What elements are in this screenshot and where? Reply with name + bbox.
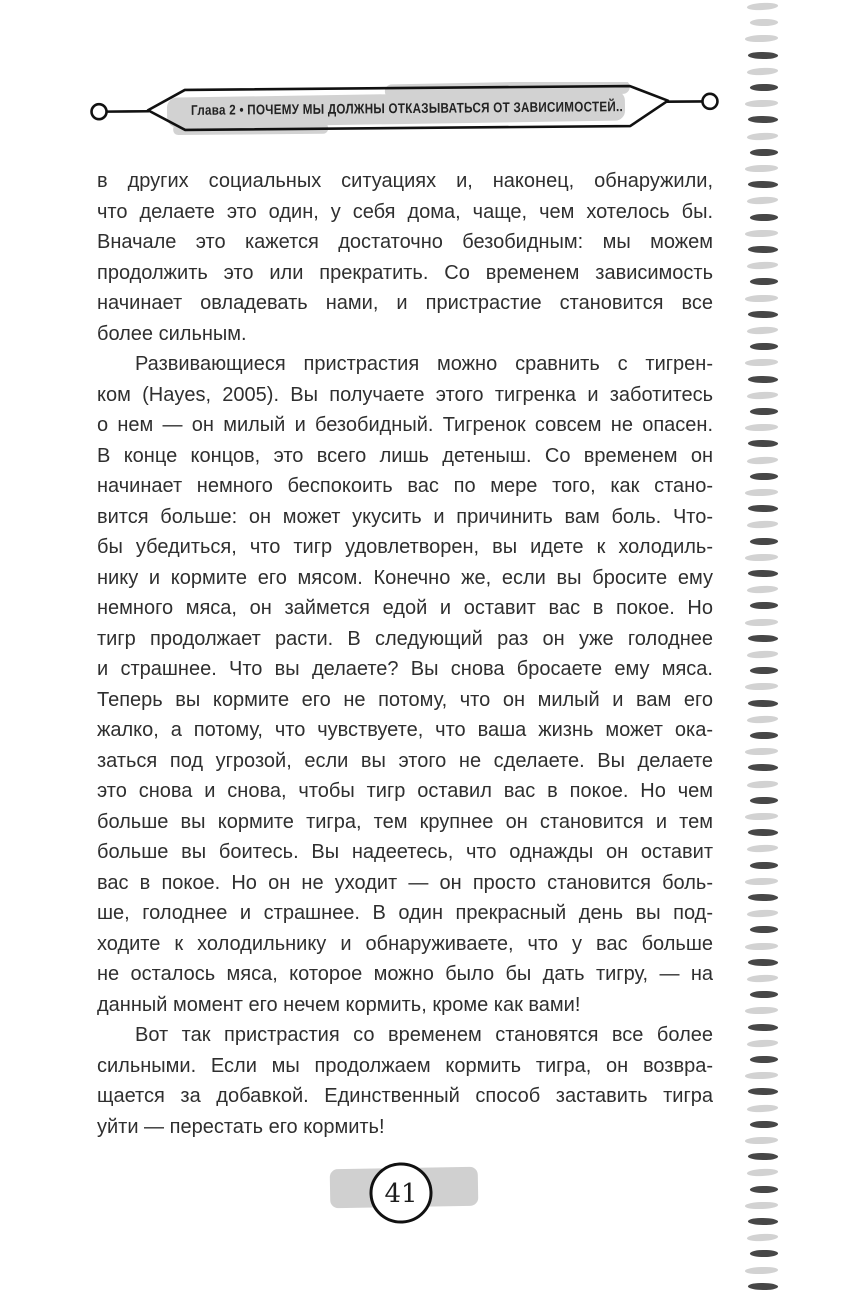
- edge-mark-light: [744, 424, 779, 432]
- edge-mark-dark: [747, 958, 780, 966]
- edge-mark-dark: [747, 116, 780, 124]
- edge-mark-dark: [747, 699, 780, 707]
- edge-mark-dark: [749, 991, 780, 998]
- edge-mark-dark: [749, 1185, 780, 1192]
- text-line: более сильным.: [97, 322, 247, 345]
- text-line: тигр продолжает расти. В следующий раз он уже голоднее: [97, 627, 713, 650]
- edge-mark-light: [744, 100, 779, 108]
- text-line: продолжить это или прекратить. Со временем зависимость: [97, 261, 713, 284]
- text-line: бы убедиться, что тигр удовлетворен, вы идете к холодиль-: [97, 536, 713, 558]
- edge-mark-light: [746, 132, 779, 140]
- edge-mark-dark: [747, 51, 780, 59]
- edge-mark-light: [744, 489, 779, 497]
- text-line: начинает немного беспокоить вас по мере того, как стано-: [97, 475, 713, 497]
- edge-mark-dark: [749, 473, 780, 480]
- paragraph: [97, 1020, 713, 1142]
- edge-mark-dark: [749, 84, 780, 91]
- edge-mark-dark: [747, 1218, 780, 1226]
- edge-mark-dark: [747, 246, 780, 254]
- edge-mark-light: [746, 1234, 779, 1242]
- edge-mark-dark: [749, 213, 780, 220]
- edge-mark-dark: [749, 537, 780, 544]
- edge-mark-light: [744, 1137, 779, 1145]
- edge-mark-light: [744, 877, 779, 885]
- edge-mark-dark: [747, 634, 780, 642]
- edge-mark-light: [746, 586, 779, 594]
- edge-mark-light: [746, 67, 779, 75]
- text-line: сильными. Если мы продолжаем кормить тигра, он возвра-: [97, 1054, 713, 1077]
- edge-mark-dark: [747, 181, 780, 189]
- chapter-header-ornament: [85, 82, 730, 142]
- edge-mark-light: [744, 1201, 779, 1209]
- edge-mark-light: [746, 197, 779, 205]
- edge-mark-dark: [749, 797, 780, 804]
- edge-mark-dark: [747, 505, 780, 513]
- text-line: начинает овладевать нами, и пристрастие становится все: [97, 292, 713, 314]
- text-line: в других социальных ситуациях и, наконец, обнаружили,: [97, 170, 713, 192]
- edge-mark-dark: [749, 278, 780, 285]
- edge-mark-light: [744, 35, 779, 43]
- text-line: о нем — он милый и безобидный. Тигренок совсем не опасен.: [97, 414, 713, 436]
- edge-mark-dark: [749, 602, 780, 609]
- edge-mark-dark: [747, 894, 780, 902]
- edge-mark-light: [744, 359, 779, 367]
- page-edge-marks: [744, 0, 790, 1299]
- edge-mark-dark: [747, 310, 780, 318]
- text-line: щается за добавкой. Единственный способ заставить тигра: [97, 1085, 713, 1107]
- text-line: заться под угрозой, если вы этого не сделаете. Вы делаете: [97, 749, 713, 772]
- edge-mark-dark: [747, 764, 780, 772]
- edge-mark-dark: [747, 1088, 780, 1096]
- edge-mark-dark: [747, 829, 780, 837]
- edge-mark-light: [746, 1169, 779, 1177]
- edge-mark-light: [744, 748, 779, 756]
- text-line: ком (Hayes, 2005). Вы получаете этого тигренка и заботитесь: [97, 383, 713, 406]
- text-line: Вот так пристрастия со временем становятся все более: [135, 1024, 713, 1046]
- edge-mark-light: [744, 618, 779, 626]
- text-line: данный момент его нечем кормить, кроме как вами!: [97, 993, 581, 1016]
- chapter-running-head: Глава 2 • ПОЧЕМУ МЫ ДОЛЖНЫ ОТКАЗЫВАТЬСЯ ОТ ЗАВИСИМОСТЕЙ..: [190, 97, 710, 118]
- edge-mark-dark: [749, 408, 780, 415]
- text-line: Теперь вы кормите его не потому, что он милый и вам его: [97, 688, 713, 711]
- text-line: это снова и снова, чтобы тигр оставил вас в покое. Но чем: [97, 780, 713, 802]
- edge-mark-light: [746, 521, 779, 529]
- page-number-badge: [320, 1155, 500, 1235]
- banner-group: [91, 82, 717, 136]
- edge-mark-dark: [749, 1250, 780, 1257]
- text-line: Развивающиеся пристрастия можно сравнить с тигрен-: [135, 353, 713, 375]
- edge-mark-dark: [747, 1023, 780, 1031]
- edge-mark-light: [746, 326, 779, 334]
- text-line: В конце концов, это всего лишь детеныш. Со временем он: [97, 444, 713, 467]
- text-line: и страшнее. Что вы делаете? Вы снова бросаете ему мяса.: [97, 658, 713, 680]
- edge-mark-light: [744, 294, 779, 302]
- edge-mark-dark: [749, 667, 780, 674]
- edge-mark-light: [744, 942, 779, 950]
- edge-mark-dark: [749, 1056, 780, 1063]
- body-text: [97, 166, 713, 1142]
- paragraph: [97, 166, 713, 349]
- edge-mark-light: [746, 780, 779, 788]
- paragraph: [97, 349, 713, 1020]
- edge-mark-light: [746, 1104, 779, 1112]
- text-line: вас в покое. Но он не уходит — он просто становится боль-: [97, 871, 713, 894]
- text-line: Вначале это кажется достаточно безобидным: мы можем: [97, 231, 713, 253]
- edge-mark-dark: [749, 149, 780, 156]
- edge-mark-light: [744, 683, 779, 691]
- edge-mark-dark: [747, 375, 780, 383]
- edge-mark-light: [744, 553, 779, 561]
- edge-mark-light: [746, 456, 779, 464]
- edge-mark-light: [746, 262, 779, 270]
- edge-mark-light: [744, 1007, 779, 1015]
- edge-mark-light: [746, 391, 779, 399]
- edge-mark-dark: [749, 343, 780, 350]
- edge-mark-dark: [747, 440, 780, 448]
- banner-left-ring-icon: [91, 104, 106, 119]
- edge-mark-light: [744, 813, 779, 821]
- page-number: 41: [384, 1179, 418, 1209]
- edge-mark-light: [744, 1072, 779, 1080]
- text-line: что делаете это один, у себя дома, чаще, чем хотелось бы.: [97, 200, 713, 223]
- text-line: ходите к холодильнику и обнаруживаете, что у вас больше: [97, 932, 713, 955]
- edge-mark-dark: [749, 1121, 780, 1128]
- edge-mark-dark: [749, 926, 780, 933]
- edge-mark-dark: [749, 861, 780, 868]
- edge-mark-light: [746, 1039, 779, 1047]
- text-line: уйти — перестать его кормить!: [97, 1115, 385, 1138]
- banner-right-ring-icon: [702, 94, 717, 109]
- text-line: не осталось мяса, которое можно было бы дать тигру, — на: [97, 963, 713, 985]
- edge-mark-light: [746, 974, 779, 982]
- edge-mark-light: [746, 715, 779, 723]
- edge-mark-light: [746, 910, 779, 918]
- edge-mark-light: [744, 1266, 779, 1274]
- text-line: ше, голоднее и страшнее. В один прекрасный день вы под-: [97, 902, 713, 924]
- text-line: больше вы кормите тигра, тем крупнее он становится и тем: [97, 810, 713, 833]
- edge-mark-light: [746, 845, 779, 853]
- text-line: больше вы боитесь. Вы надеетесь, что однажды он оставит: [97, 841, 713, 863]
- edge-mark-dark: [749, 732, 780, 739]
- edge-mark-light: [746, 2, 779, 10]
- text-line: жалко, а потому, что чувствуете, что ваша жизнь может ока-: [97, 719, 713, 741]
- edge-mark-dark: [747, 1282, 780, 1290]
- edge-mark-light: [744, 165, 779, 173]
- edge-mark-dark: [747, 1153, 780, 1161]
- edge-mark-light: [744, 229, 779, 237]
- text-line: немного мяса, он займется едой и оставит вас в покое. Но: [97, 597, 713, 619]
- edge-mark-light: [749, 19, 780, 26]
- text-line: нику и кормите его мясом. Конечно же, если вы бросите ему: [97, 566, 713, 589]
- edge-mark-dark: [747, 570, 780, 578]
- text-line: вится больше: он может укусить и причинить вам боль. Что-: [97, 505, 713, 528]
- edge-mark-light: [746, 650, 779, 658]
